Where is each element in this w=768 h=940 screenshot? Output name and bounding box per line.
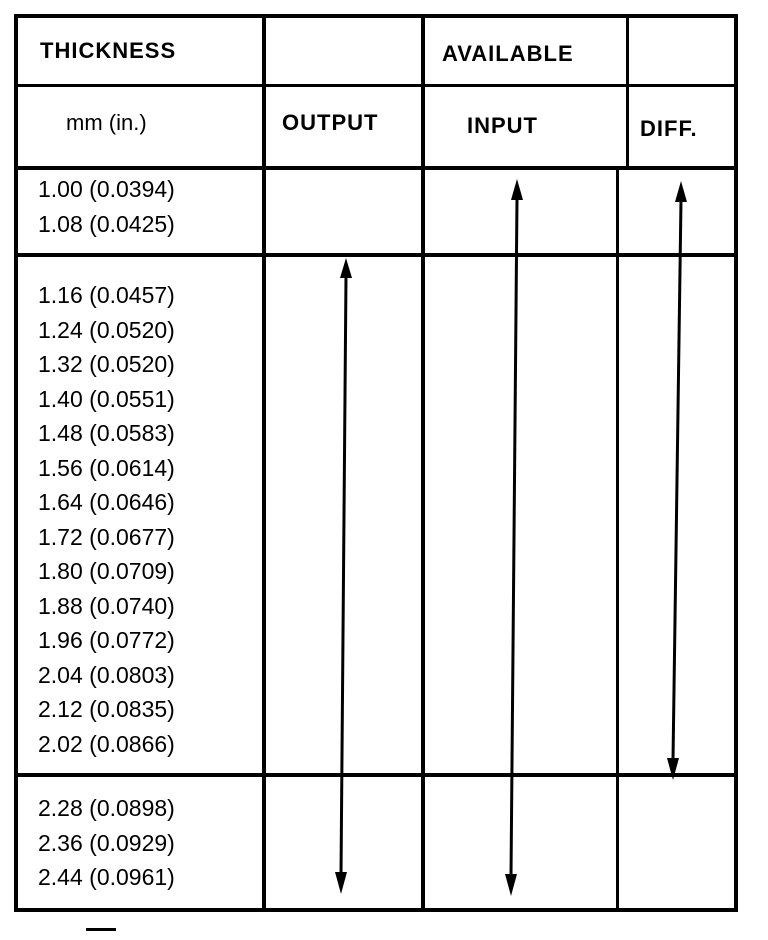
input-range-arrow: [505, 179, 523, 896]
output-range-arrow: [335, 258, 352, 894]
thickness-value: 2.04 (0.0803): [38, 661, 175, 688]
thickness-value: 1.72 (0.0677): [38, 523, 175, 550]
thickness-value: 1.80 (0.0709): [38, 558, 175, 584]
thickness-value: 1.24 (0.0520): [38, 316, 175, 343]
units-header: mm (in.): [66, 110, 147, 135]
thickness-value: 2.44 (0.0961): [38, 864, 175, 890]
thickness-value: 1.48 (0.0583): [38, 420, 175, 446]
thickness-value: 1.08 (0.0425): [38, 210, 175, 237]
thickness-value: 1.00 (0.0394): [38, 176, 175, 202]
available-header: AVAILABLE: [442, 41, 574, 66]
thickness-value: 1.32 (0.0520): [38, 351, 175, 377]
thickness-value: 1.88 (0.0740): [38, 592, 175, 619]
thickness-value: 2.12 (0.0835): [38, 696, 175, 722]
thickness-value: 1.64 (0.0646): [38, 489, 175, 515]
thickness-value: 1.16 (0.0457): [38, 282, 175, 308]
thickness-value: 1.56 (0.0614): [38, 454, 175, 481]
input-header: INPUT: [467, 113, 538, 138]
thickness-value: 2.36 (0.0929): [38, 829, 175, 856]
thickness-value: 1.96 (0.0772): [38, 627, 175, 653]
thickness-value: 2.28 (0.0898): [38, 795, 175, 821]
thickness-header: THICKNESS: [40, 38, 177, 63]
thickness-value: 2.02 (0.0866): [38, 730, 175, 757]
diff-header: DIFF.: [640, 116, 698, 141]
output-header: OUTPUT: [282, 110, 379, 135]
footer-mark: [86, 928, 116, 931]
thickness-value: 1.40 (0.0551): [38, 385, 175, 412]
diff-range-arrow: [667, 181, 687, 780]
